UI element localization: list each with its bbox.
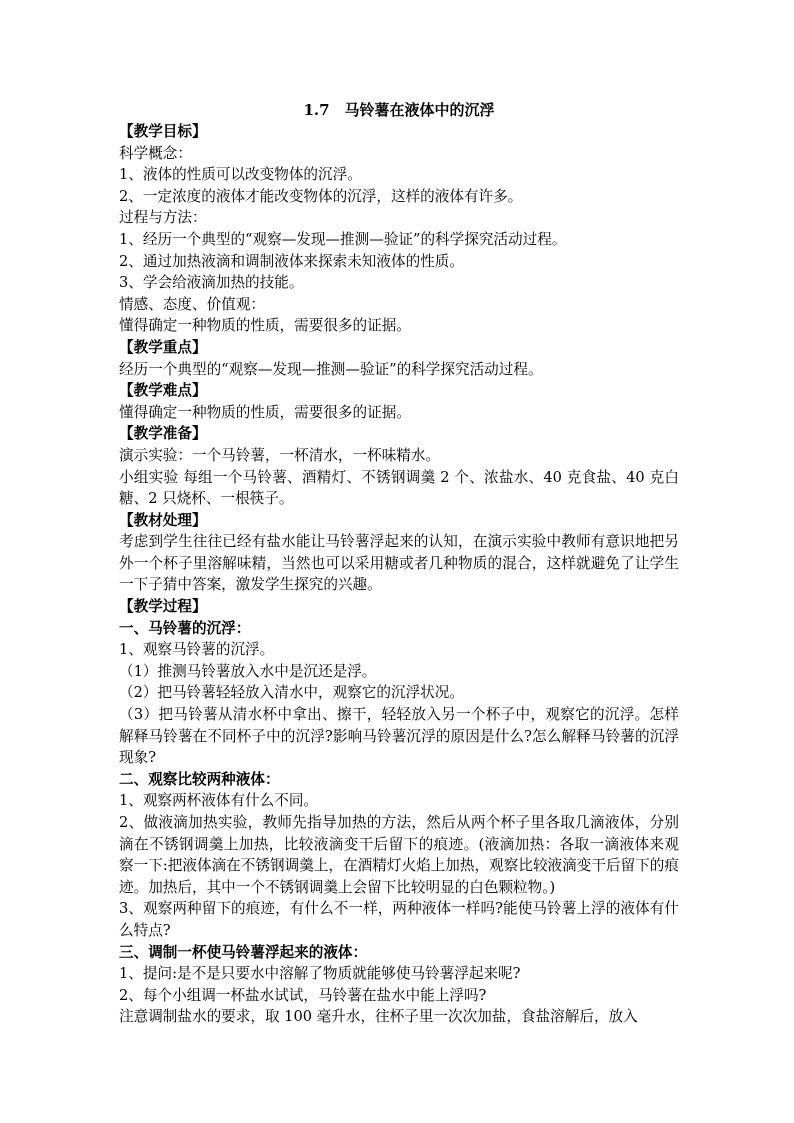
section-heading: 【教材处理】 [119,511,207,529]
text-line: 懂得确定一种物质的性质，需要很多的证据。 [119,403,411,421]
section-heading: 【教学目标】 [119,123,207,140]
text-line: 1、提问:是不是只要水中溶解了物质就能够使马铃薯浮起来呢? [119,965,521,983]
subsection-heading: 一、马铃薯的沉浮： [119,619,251,637]
text-line: 3、学会给液滴加热的技能。 [119,274,304,292]
document-lines [119,121,679,1028]
text-line: 过程与方法： [119,209,207,227]
text-line: 科学概念： [119,144,192,162]
text-line: 2、每个小组调一杯盐水试试，马铃薯在盐水中能上浮吗? [119,986,487,1004]
section-heading: 【教学过程】 [119,598,207,616]
section-heading: 【教学难点】 [119,382,207,400]
text-line: 经历一个典型的“观察—发现—推测—验证”的科学探究活动过程。 [119,360,543,378]
subsection-heading: 三、调制一杯使马铃薯浮起来的液体： [119,943,368,961]
paragraph: 小组实验 每组一个马铃薯、酒精灯、不锈钢调羹 2 个、浓盐水、40 克食盐、40 克白糖、2 只烧杯、一根筷子。 [119,468,679,508]
text-line: （1）推测马铃薯放入水中是沉还是浮。 [119,662,377,680]
text-line: 2、通过加热液滴和调制液体来探索未知液体的性质。 [119,252,464,270]
section-heading: 【教学准备】 [119,425,207,443]
text-line: 情感、态度、价值观： [119,295,265,313]
paragraph: 2、做液滴加热实验，教师先指导加热的方法，然后从两个杯子里各取几滴液体，分别滴在不锈钢调羹上加热，比较液滴变干后留下的痕迹。(液滴加热：各取一滴液体来观察一下:把液体滴在不锈钢调羹上，在酒精灯火焰上加热，观察比较液滴变干后留下的痕迹。加热后，其中一个不锈钢调羹上会留下比较明显的白色颗粒物。) [119,814,679,896]
section-heading: 【教学重点】 [119,338,207,356]
text-line: 懂得确定一种物质的性质，需要很多的证据。 [119,317,411,335]
text-line: 1、经历一个典型的“观察—发现—推测—验证”的科学探究活动过程。 [119,230,567,248]
document-body [119,100,679,1028]
text-line: 演示实验：一个马铃薯，一杯清水，一杯味精水。 [119,446,441,464]
text-line: （2）把马铃薯轻轻放入清水中，观察它的沉浮状况。 [119,684,464,702]
page-title: 1.7 马铃薯在液体中的沉浮 [303,101,495,119]
paragraph: 3、观察两种留下的痕迹，有什么不一样，两种液体一样吗?能使马铃薯上浮的液体有什么特点? [119,900,679,939]
text-line: 1、观察两杯液体有什么不同。 [119,792,319,810]
paragraph: 考虑到学生往往已经有盐水能让马铃薯浮起来的认知，在演示实验中教师有意识地把另外一个杯子里溶解味精，当然也可以采用糖或者几种物质的混合，这样就避免了让学生一下子猜中答案，激发学生探究的兴趣。 [119,533,679,594]
paragraph: （3）把马铃薯从清水杯中拿出、擦干，轻轻放入另一个杯子中，观察它的沉浮。怎样解释马铃薯在不同杯子中的沉浮?影响马铃薯沉浮的原因是什么?怎么解释马铃薯的沉浮现象? [119,706,679,767]
text-line: 1、观察马铃薯的沉浮。 [119,641,275,659]
subsection-heading: 二、观察比较两种液体： [119,770,280,788]
text-line: 2、一定浓度的液体才能改变物体的沉浮，这样的液体有许多。 [119,187,523,205]
text-line: 注意调制盐水的要求，取 100 毫升水，往杯子里一次次加盐，食盐溶解后，放入 [119,1008,638,1026]
text-line: 1、液体的性质可以改变物体的沉浮。 [119,166,362,184]
